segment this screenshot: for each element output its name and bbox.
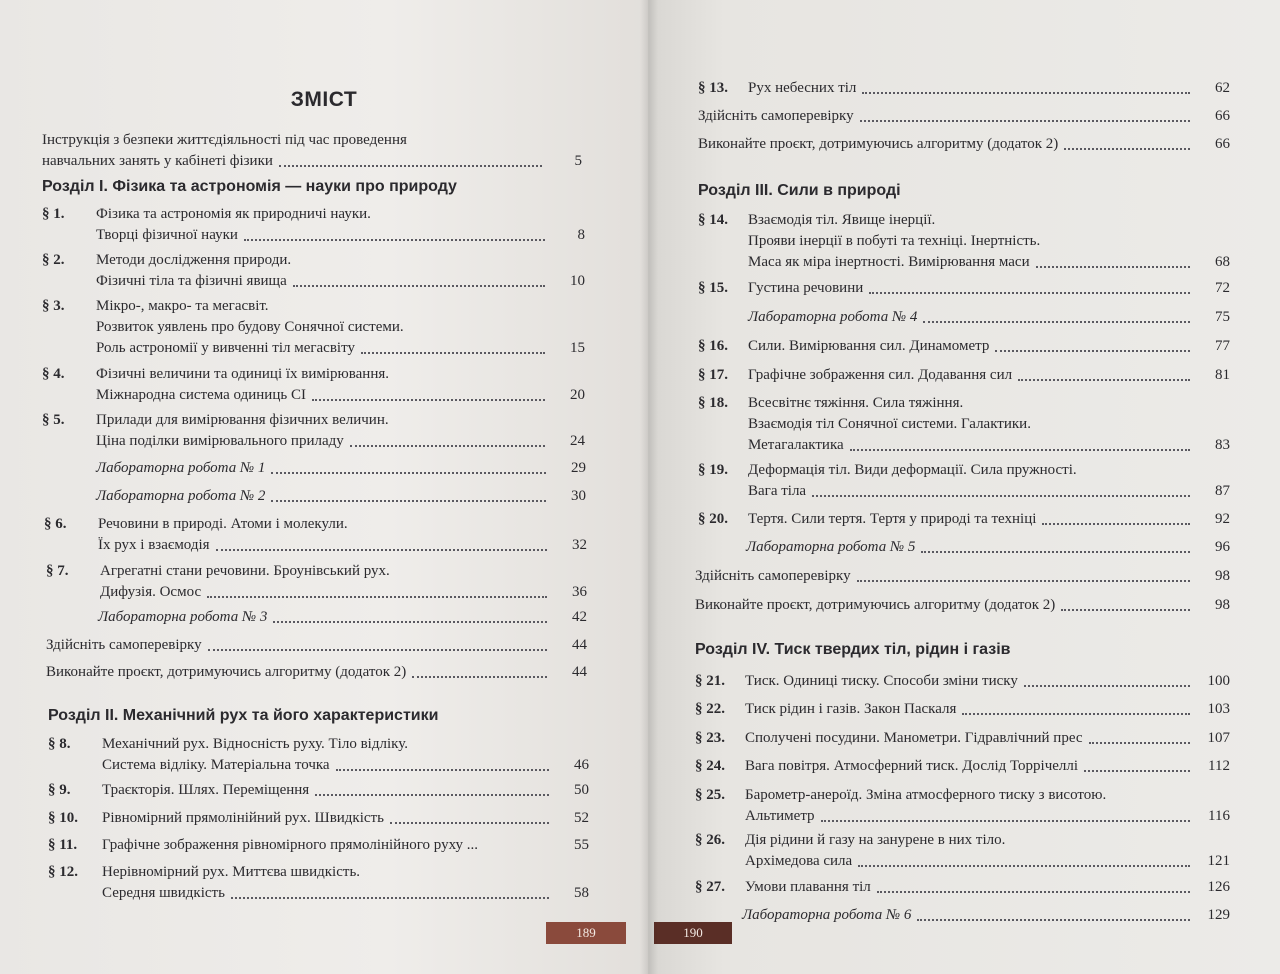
entry-line: Альтиметр	[745, 808, 815, 824]
paragraph-number: § 26.	[695, 832, 725, 848]
right-page	[648, 0, 1280, 974]
page-number: 29	[571, 460, 586, 476]
dot-leader	[812, 495, 1190, 497]
entry-line: Взаємодія тіл Сонячної системи. Галактики.	[748, 416, 1031, 432]
entry-line: Виконайте проєкт, дотримуючись алгоритму (додаток 2)	[698, 136, 1059, 152]
entry-line: Вага повітря. Атмосферний тиск. Дослід Торрічеллі	[745, 758, 1079, 774]
dot-leader	[350, 445, 545, 447]
dot-leader	[412, 676, 547, 678]
page-number: 107	[1207, 730, 1230, 746]
page-number: 116	[1208, 808, 1230, 824]
entry-line: Мікро-, макро- та мегасвіт.	[96, 298, 269, 314]
entry-line: навчальних занять у кабінеті фізики	[42, 153, 273, 169]
paragraph-number: § 19.	[698, 462, 728, 478]
paragraph-number: § 12.	[48, 864, 78, 880]
dot-leader	[336, 769, 549, 771]
dot-leader	[207, 596, 547, 598]
entry-line: Лабораторна робота № 6	[742, 907, 912, 923]
page-number: 15	[570, 340, 585, 356]
entry-line: Фізика та астрономія як природничі науки.	[96, 206, 371, 222]
entry-line: Лабораторна робота № 3	[98, 609, 268, 625]
page-number: 58	[574, 885, 589, 901]
dot-leader	[390, 822, 549, 824]
dot-leader	[821, 820, 1190, 822]
entry-line: Лабораторна робота № 4	[748, 309, 918, 325]
page-number: 103	[1207, 701, 1230, 717]
page-number: 75	[1215, 309, 1230, 325]
dot-leader	[216, 549, 547, 551]
paragraph-number: § 25.	[695, 787, 725, 803]
dot-leader	[271, 472, 546, 474]
book-gutter	[640, 0, 658, 974]
page-number: 100	[1207, 673, 1230, 689]
dot-leader	[1084, 770, 1190, 772]
paragraph-number: § 17.	[698, 367, 728, 383]
dot-leader	[1036, 266, 1190, 268]
page-number: 112	[1208, 758, 1230, 774]
dot-leader	[315, 794, 549, 796]
page-number: 66	[1215, 136, 1230, 152]
entry-line: Дифузія. Осмос	[100, 584, 202, 600]
entry-line: Тиск рідин і газів. Закон Паскаля	[745, 701, 957, 717]
dot-leader	[279, 165, 542, 167]
paragraph-number: § 14.	[698, 212, 728, 228]
page-number: 30	[571, 488, 586, 504]
paragraph-number: § 16.	[698, 338, 728, 354]
paragraph-number: § 15.	[698, 280, 728, 296]
entry-line: Густина речовини	[748, 280, 864, 296]
page-number: 83	[1215, 437, 1230, 453]
entry-line: Дія рідини й газу на занурене в них тіло.	[745, 832, 1006, 848]
dot-leader	[1061, 609, 1190, 611]
dot-leader	[877, 891, 1190, 893]
dot-leader	[858, 865, 1190, 867]
entry-line: Виконайте проєкт, дотримуючись алгоритму (додаток 2)	[46, 664, 407, 680]
entry-line: Нерівномірний рух. Миттєва швидкість.	[102, 864, 361, 880]
page-folio-left: 189	[546, 922, 626, 944]
entry-line: Агрегатні стани речовини. Броунівський рух.	[100, 563, 390, 579]
paragraph-number: § 24.	[695, 758, 725, 774]
entry-line: Механічний рух. Відносність руху. Тіло відліку.	[102, 736, 408, 752]
dot-leader	[860, 120, 1190, 122]
section-heading-1: Розділ І. Фізика та астрономія — науки про природу	[42, 178, 457, 195]
paragraph-number: § 22.	[695, 701, 725, 717]
entry-line: Речовини в природі. Атоми і молекули.	[98, 516, 348, 532]
page-number: 98	[1215, 568, 1230, 584]
entry-line: Сполучені посудини. Манометри. Гідравлічний прес	[745, 730, 1083, 746]
paragraph-number: § 23.	[695, 730, 725, 746]
dot-leader	[208, 649, 547, 651]
page-number: 46	[574, 757, 589, 773]
paragraph-number: § 8.	[48, 736, 71, 752]
entry-line: Взаємодія тіл. Явище інерції.	[748, 212, 936, 228]
dot-leader	[917, 919, 1190, 921]
paragraph-number: § 10.	[48, 810, 78, 826]
page-number: 77	[1215, 338, 1230, 354]
entry-line: Вага тіла	[748, 483, 807, 499]
dot-leader	[995, 350, 1190, 352]
entry-line: Графічне зображення сил. Додавання сил	[748, 367, 1013, 383]
entry-line: Розвиток уявлень про будову Сонячної системи.	[96, 319, 404, 335]
section-heading-4: Розділ IV. Тиск твердих тіл, рідин і газів	[695, 641, 1011, 658]
dot-leader	[1089, 742, 1190, 744]
paragraph-number: § 27.	[695, 879, 725, 895]
entry-line: Тиск. Одиниці тиску. Способи зміни тиску	[745, 673, 1018, 689]
paragraph-number: § 2.	[42, 252, 65, 268]
entry-line: Фізичні тіла та фізичні явища	[96, 273, 287, 289]
entry-line: Роль астрономії у вивченні тіл мегасвіту	[96, 340, 355, 356]
entry-line: Прояви інерції в побуті та техніці. Інертність.	[748, 233, 1041, 249]
entry-line: Здійсніть самоперевірку	[46, 637, 202, 653]
entry-line: Здійсніть самоперевірку	[695, 568, 851, 584]
page-number: 52	[574, 810, 589, 826]
dot-leader	[244, 239, 545, 241]
dot-leader	[361, 352, 545, 354]
page-number: 66	[1215, 108, 1230, 124]
paragraph-number: § 1.	[42, 206, 65, 222]
entry-line: Методи дослідження природи.	[96, 252, 292, 268]
entry-line: Інструкція з безпеки життєдіяльності під час проведення	[42, 132, 407, 148]
entry-line: Фізичні величини та одиниці їх вимірювання.	[96, 366, 390, 382]
page-number: 72	[1215, 280, 1230, 296]
paragraph-number: § 7.	[46, 563, 69, 579]
page-number: 44	[572, 637, 587, 653]
entry-line: Лабораторна робота № 5	[746, 539, 916, 555]
dot-leader	[293, 285, 545, 287]
entry-line: Міжнародна система одиниць СІ	[96, 387, 306, 403]
entry-line: Архімедова сила	[745, 853, 853, 869]
page-number: 36	[572, 584, 587, 600]
dot-leader	[1024, 685, 1190, 687]
dot-leader	[1042, 523, 1190, 525]
page-number: 55	[574, 837, 589, 853]
entry-line: Їх рух і взаємодія	[98, 537, 210, 553]
dot-leader	[1018, 379, 1190, 381]
entry-line: Творці фізичної науки	[96, 227, 238, 243]
entry-line: Графічне зображення рівномірного прямолінійного руху ...	[102, 837, 478, 853]
paragraph-number: § 21.	[695, 673, 725, 689]
entry-line: Всесвітнє тяжіння. Сила тяжіння.	[748, 395, 964, 411]
dot-leader	[869, 292, 1190, 294]
page-number: 20	[570, 387, 585, 403]
entry-line: Траєкторія. Шлях. Переміщення	[102, 782, 310, 798]
dot-leader	[850, 449, 1190, 451]
page-number: 98	[1215, 597, 1230, 613]
page-number: 129	[1207, 907, 1230, 923]
entry-line: Барометр-анероїд. Зміна атмосферного тиску з висотою.	[745, 787, 1107, 803]
page-number: 62	[1215, 80, 1230, 96]
page-number: 50	[574, 782, 589, 798]
entry-line: Деформація тіл. Види деформації. Сила пружності.	[748, 462, 1077, 478]
page-number: 68	[1215, 254, 1230, 270]
entry-line: Прилади для вимірювання фізичних величин.	[96, 412, 389, 428]
entry-line: Середня швидкість	[102, 885, 225, 901]
page-number: 92	[1215, 511, 1230, 527]
section-heading-2: Розділ ІІ. Механічний рух та його характеристики	[48, 707, 439, 724]
page-folio-right: 190	[654, 922, 732, 944]
page-number: 10	[570, 273, 585, 289]
page-number: 32	[572, 537, 587, 553]
dot-leader	[271, 500, 546, 502]
dot-leader	[921, 551, 1190, 553]
entry-line: Маса як міра інертності. Вимірювання маси	[748, 254, 1030, 270]
page-number: 24	[570, 433, 585, 449]
section-heading-3: Розділ ІІІ. Сили в природі	[698, 182, 901, 199]
dot-leader	[273, 621, 547, 623]
entry-line: Рух небесних тіл	[748, 80, 857, 96]
dot-leader	[312, 399, 545, 401]
paragraph-number: § 3.	[42, 298, 65, 314]
dot-leader	[923, 321, 1190, 323]
paragraph-number: § 5.	[42, 412, 65, 428]
dot-leader	[231, 897, 549, 899]
dot-leader	[1064, 148, 1190, 150]
paragraph-number: § 11.	[48, 837, 78, 853]
dot-leader	[962, 713, 1190, 715]
entry-line: Лабораторна робота № 1	[96, 460, 266, 476]
entry-line: Лабораторна робота № 2	[96, 488, 266, 504]
page-number: 126	[1207, 879, 1230, 895]
paragraph-number: § 4.	[42, 366, 65, 382]
entry-line: Здійсніть самоперевірку	[698, 108, 854, 124]
paragraph-number: § 13.	[698, 80, 728, 96]
page-number: 8	[577, 227, 585, 243]
entry-line: Виконайте проєкт, дотримуючись алгоритму (додаток 2)	[695, 597, 1056, 613]
page-number: 5	[574, 153, 582, 169]
entry-line: Тертя. Сили тертя. Тертя у природі та техніці	[748, 511, 1037, 527]
page-number: 81	[1215, 367, 1230, 383]
entry-line: Рівномірний прямолінійний рух. Швидкість	[102, 810, 384, 826]
page-number: 121	[1207, 853, 1230, 869]
page-title: ЗМІСТ	[290, 88, 358, 111]
paragraph-number: § 20.	[698, 511, 728, 527]
paragraph-number: § 6.	[44, 516, 67, 532]
page-number: 96	[1215, 539, 1230, 555]
entry-line: Умови плавання тіл	[745, 879, 871, 895]
page-number: 44	[572, 664, 587, 680]
dot-leader	[857, 580, 1190, 582]
entry-line: Метагалактика	[748, 437, 844, 453]
dot-leader	[862, 92, 1190, 94]
entry-line: Система відліку. Матеріальна точка	[102, 757, 330, 773]
page-number: 42	[572, 609, 587, 625]
entry-line: Ціна поділки вимірювального приладу	[96, 433, 344, 449]
page-number: 87	[1215, 483, 1230, 499]
paragraph-number: § 9.	[48, 782, 71, 798]
entry-line: Сили. Вимірювання сил. Динамометр	[748, 338, 990, 354]
paragraph-number: § 18.	[698, 395, 728, 411]
